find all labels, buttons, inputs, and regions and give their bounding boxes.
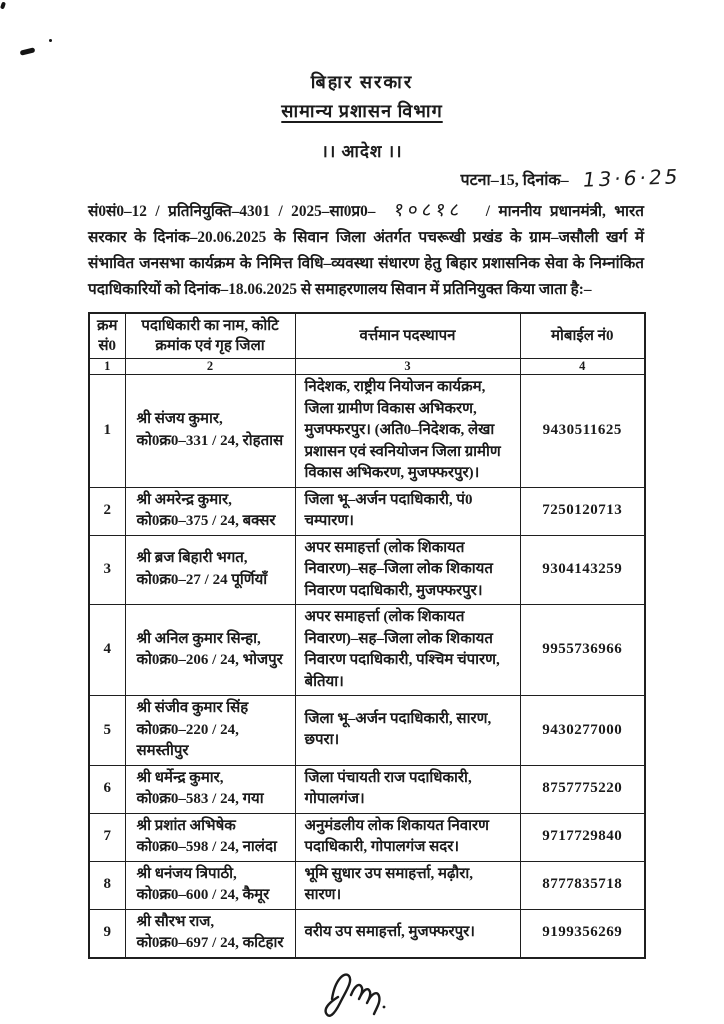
officers-deputation-table xyxy=(88,312,646,959)
officer-name: श्री धनंजय त्रिपाठी, xyxy=(136,865,237,882)
serial-cell: 3 xyxy=(89,535,125,605)
handwritten-date: 13·6·25 xyxy=(580,164,682,192)
posting-cell: जिला पंचायती राज पदाधिकारी, गोपालगंज। xyxy=(295,765,520,813)
place-date-line xyxy=(0,166,724,190)
officer-code-district: को0क्र0–598 / 24, नालंदा xyxy=(136,839,277,855)
table-row xyxy=(89,861,645,909)
posting-cell: भूमि सुधार उप समाहर्त्ता, मढ़ौरा, सारण। xyxy=(295,861,520,909)
table-row xyxy=(89,605,645,696)
officer-name: श्री ब्रज बिहारी भगत, xyxy=(136,550,248,567)
officer-code-district: को0क्र0–27 / 24 पूर्णियाँ xyxy=(136,571,268,588)
reference-number-prefix: सं0सं0–12 / प्रतिनियुक्ति–4301 / 2025–सा0प्र0– xyxy=(88,203,376,220)
column-number: 4 xyxy=(520,359,645,375)
mobile-cell: 7250120713 xyxy=(520,487,645,535)
table-row xyxy=(89,535,645,605)
place-date-label: पटना–15, दिनांक– xyxy=(460,172,569,189)
table-row xyxy=(89,375,645,488)
serial-cell: 2 xyxy=(89,487,125,535)
table-row xyxy=(89,813,645,861)
posting-cell: अपर समाहर्त्ता (लोक शिकायत निवारण)–सह–जिला लोक शिकायत निवारण पदाधिकारी, मुजफ्फरपुर। xyxy=(295,535,520,605)
mobile-cell: 9955736966 xyxy=(520,605,645,696)
officer-name: श्री अमरेन्द्र कुमार, xyxy=(136,491,232,508)
posting-cell: अनुमंडलीय लोक शिकायत निवारण पदाधिकारी, गोपालगंज सदर। xyxy=(295,813,520,861)
mobile-cell: 9430511625 xyxy=(520,375,645,488)
signature-squiggle-icon xyxy=(318,963,398,1021)
officer-cell xyxy=(125,861,295,909)
ink-smudge xyxy=(49,39,52,42)
officer-name: श्री धर्मेन्द्र कुमार, xyxy=(136,769,224,786)
serial-cell: 8 xyxy=(89,861,125,909)
handwritten-dispatch-number: १०८१८ xyxy=(392,199,465,221)
order-body-text: / माननीय प्रधानमंत्री, भारत सरकार के दिनांक–20.06.2025 के सिवान जिला अंतर्गत पचरूखी प्रखंड के ग्राम–जसौली खर्ग में संभावित जनसभा कार्यक्रम के निमित्त विधि–व्यवस्था संधारण हेतु बिहार प्रशासनिक सेवा के निम्नांकित पदाधिकारियों को दिनांक–18.06.2025 से समाहरणालय सिवान में प्रतिनियुक्त किया जाता है:– xyxy=(88,203,644,298)
officer-name: श्री संजय कुमार, xyxy=(136,411,223,428)
signature-mark xyxy=(318,963,724,1021)
mobile-cell: 9304143259 xyxy=(520,535,645,605)
header-officer-name: पदाधिकारी का नाम, कोटि क्रमांक एवं गृह जिला xyxy=(125,313,295,359)
officer-code-district: को0क्र0–697 / 24, कटिहार xyxy=(136,935,284,951)
officer-cell xyxy=(125,909,295,958)
mobile-cell: 9717729840 xyxy=(520,813,645,861)
officer-cell xyxy=(125,813,295,861)
order-heading: ।। आदेश ।। xyxy=(321,142,403,161)
officer-cell xyxy=(125,696,295,766)
officer-code-district: को0क्र0–583 / 24, गया xyxy=(136,791,264,807)
officer-name: श्री सौरभ राज, xyxy=(136,913,215,930)
officer-cell xyxy=(125,487,295,535)
column-number: 3 xyxy=(295,359,520,375)
officer-name: श्री प्रशांत अभिषेक xyxy=(136,817,236,834)
mobile-cell: 8777835718 xyxy=(520,861,645,909)
posting-cell: जिला भू–अर्जन पदाधिकारी, सारण, छपरा। xyxy=(295,696,520,766)
officer-cell xyxy=(125,375,295,488)
table-row xyxy=(89,696,645,766)
serial-cell: 5 xyxy=(89,696,125,766)
table-header-row xyxy=(89,313,645,359)
order-body-paragraph xyxy=(88,197,644,303)
serial-cell: 6 xyxy=(89,765,125,813)
header-serial: क्रम सं0 xyxy=(89,313,125,359)
column-number: 2 xyxy=(125,359,295,375)
table-row xyxy=(89,909,645,958)
header-mobile: मोबाईल नं0 xyxy=(520,313,645,359)
mobile-cell: 9199356269 xyxy=(520,909,645,958)
government-title: बिहार सरकार xyxy=(310,72,414,92)
mobile-cell: 8757775220 xyxy=(520,765,645,813)
officer-code-district: को0क्र0–206 / 24, भोजपुर xyxy=(136,652,283,668)
serial-cell: 7 xyxy=(89,813,125,861)
officer-cell xyxy=(125,605,295,696)
department-title: सामान्य प्रशासन विभाग xyxy=(281,101,443,121)
column-number-row xyxy=(89,359,645,375)
officer-code-district: को0क्र0–331 / 24, रोहतास xyxy=(136,432,284,449)
table-row xyxy=(89,765,645,813)
posting-cell: अपर समाहर्त्ता (लोक शिकायत निवारण)–सह–जिला लोक शिकायत निवारण पदाधिकारी, पश्चिम चंपारण, बेतिया। xyxy=(295,605,520,696)
serial-cell: 9 xyxy=(89,909,125,958)
document-header xyxy=(0,0,724,190)
posting-cell: वरीय उप समाहर्त्ता, मुजफ्फरपुर। xyxy=(295,909,520,958)
table-row xyxy=(89,487,645,535)
officer-cell xyxy=(125,535,295,605)
officer-name: श्री संजीव कुमार सिंह xyxy=(136,700,249,716)
mobile-cell: 9430277000 xyxy=(520,696,645,766)
serial-cell: 1 xyxy=(89,375,125,488)
officer-code-district: को0क्र0–375 / 24, बक्सर xyxy=(136,513,276,529)
officer-code-district: को0क्र0–600 / 24, कैमूर xyxy=(136,887,270,903)
officer-cell xyxy=(125,765,295,813)
officer-code-district: को0क्र0–220 / 24, समस्तीपुर xyxy=(136,721,239,759)
header-current-posting: वर्त्तमान पदस्थापन xyxy=(295,313,520,359)
posting-cell: निदेशक, राष्ट्रीय नियोजन कार्यक्रम, जिला ग्रामीण विकास अभिकरण, मुजफ्फरपुर। (अति0–निदेशक, लेखा प्रशासन एवं स्वनियोजन जिला ग्रामीण विकास अभिकरण, मुजफ्फरपुर)। xyxy=(295,375,520,488)
officer-name: श्री अनिल कुमार सिन्हा, xyxy=(136,630,261,647)
posting-cell: जिला भू–अर्जन पदाधिकारी, पं0 चम्पारण। xyxy=(295,487,520,535)
column-number: 1 xyxy=(89,359,125,375)
serial-cell: 4 xyxy=(89,605,125,696)
